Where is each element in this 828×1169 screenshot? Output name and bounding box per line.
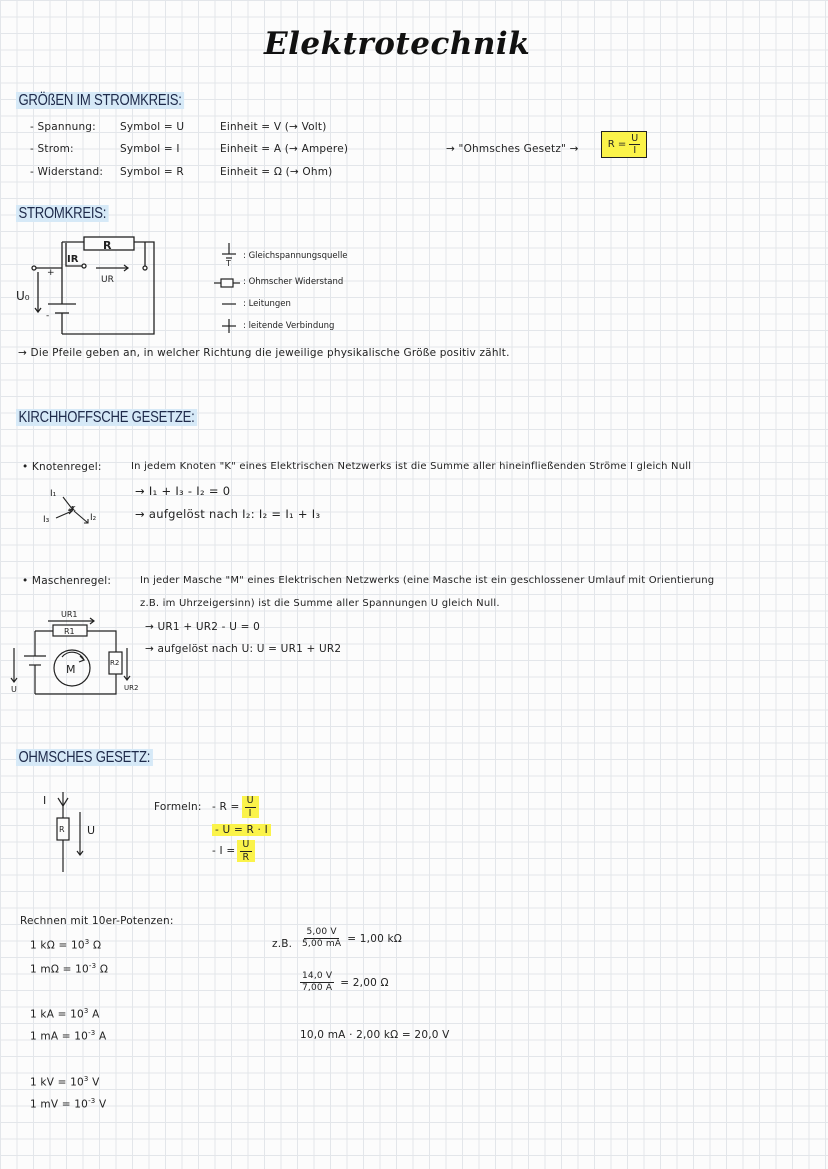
stromkreis-note: → Die Pfeile geben an, in welcher Richtung die jeweilige physikalische Größe positiv zählt. — [18, 347, 510, 359]
potenz-row: 1 $k\Omega = 10^3$ Ω — [30, 938, 102, 952]
maschenregel-text2: z.B. im Uhrzeigersinn) ist die Summe aller Spannungen U gleich Null. — [140, 598, 500, 609]
maschenregel-eq1: → UR1 + UR2 - U = 0 — [145, 621, 261, 633]
ex1-den: 5,00 mA — [302, 939, 342, 949]
masche-label-m: M — [66, 663, 76, 676]
page-title: Elektrotechnik — [264, 26, 531, 62]
svg-text:T: T — [226, 259, 231, 268]
knotenregel-eq1: → I₁ + I₃ - I₂ = 0 — [135, 484, 231, 498]
potenz-row: 1 kV = $10^3$ V — [30, 1075, 100, 1089]
formel-r — [212, 796, 259, 818]
formeln-label: Formeln: — [154, 801, 202, 813]
ohm-label-r: R — [59, 825, 65, 834]
formel-i-highlight — [237, 840, 254, 862]
row-strom-name: - Strom: — [30, 143, 74, 155]
formel-r-num: U — [246, 795, 254, 806]
legend-item-resistor: : Ohmscher Widerstand — [243, 277, 344, 287]
formel-i-pre: - I = — [212, 845, 236, 857]
masche-label-ur1: UR1 — [61, 610, 78, 619]
masche-label-r2: R2 — [110, 659, 120, 667]
maschenregel-label: • Maschenregel: — [22, 575, 112, 587]
row-strom-symbol: Symbol = I — [120, 143, 180, 155]
circuit-label-r: R — [103, 239, 112, 252]
ex1-result: = 1,00 kΩ — [347, 932, 402, 945]
potenz-row: 1 mV = $10^{-3}$ V — [30, 1097, 107, 1111]
heading-groessen: GRÖßEN IM STROMKREIS: — [16, 92, 184, 110]
row-widerstand-symbol: Symbol = R — [120, 166, 184, 178]
masche-label-u: U — [11, 685, 17, 694]
example-3: 10,0 mA · 2,00 kΩ = 20,0 V — [300, 1029, 450, 1041]
formel-u-text: - U = R · I — [212, 824, 271, 836]
row-spannung-unit: Einheit = V (→ Volt) — [220, 121, 327, 133]
knoten-label-k: K — [71, 505, 76, 513]
circuit-label-minus: - — [46, 311, 50, 321]
masche-label-r1: R1 — [64, 627, 75, 636]
legend-item-wire: : Leitungen — [243, 299, 291, 309]
example-1 — [300, 928, 402, 949]
knotenregel-label: • Knotenregel: — [22, 461, 102, 473]
circuit-label-u0: U₀ — [16, 289, 30, 303]
knoten-label-i1: I₁ — [50, 489, 57, 499]
maschenregel-eq2: → aufgelöst nach U: U = UR1 + UR2 — [145, 643, 342, 655]
legend-item-junction: : leitende Verbindung — [243, 321, 335, 331]
heading-stromkreis: STROMKREIS: — [16, 205, 109, 223]
example-2 — [300, 972, 389, 993]
row-widerstand-name: - Widerstand: — [30, 166, 104, 178]
maschenregel-text1: In jeder Masche "M" eines Elektrischen Netzwerks (eine Masche ist ein geschlossener Umlauf mit Orientierung — [140, 575, 715, 586]
knoten-label-i2: I₂ — [90, 513, 97, 523]
masche-label-ur2: UR2 — [124, 684, 139, 692]
circuit-label-plus: + — [47, 268, 55, 278]
ohm-label-u: U — [87, 824, 96, 837]
ohm-box-den: I — [633, 145, 637, 156]
formel-u — [212, 824, 271, 836]
heading-ohm: OHMSCHES GESETZ: — [16, 749, 153, 767]
ohm-box-lhs: R = — [607, 139, 627, 150]
formel-r-highlight — [242, 796, 259, 818]
heading-kirchhoff: KIRCHHOFFSCHE GESETZE: — [16, 409, 197, 427]
row-spannung-symbol: Symbol = U — [120, 121, 185, 133]
ohm-label-i: I — [43, 794, 47, 807]
formel-i-den: R — [242, 851, 250, 863]
circuit-label-ur: UR — [101, 275, 114, 285]
circuit-label-ir: IR — [67, 254, 79, 265]
knoten-label-i3: I₃ — [43, 515, 50, 525]
legend-item-source: : Gleichspannungsquelle — [243, 251, 348, 261]
knotenregel-text: In jedem Knoten "K" eines Elektrischen Netzwerks ist die Summe aller hineinfließenden Ströme I gleich Null — [131, 461, 692, 472]
zb-label: z.B. — [272, 938, 293, 950]
potenzen-heading: Rechnen mit 10er-Potenzen: — [20, 915, 174, 927]
potenz-row: 1 $m\Omega = 10^{-3}$ Ω — [30, 962, 109, 976]
formel-i — [212, 840, 255, 862]
row-widerstand-unit: Einheit = Ω (→ Ohm) — [220, 166, 333, 178]
ex2-den: 7,00 A — [302, 983, 333, 993]
row-strom-unit: Einheit = A (→ Ampere) — [220, 143, 349, 155]
ex1-num: 5,00 V — [306, 927, 337, 937]
formel-r-pre: - R = — [212, 801, 240, 813]
formel-r-den: I — [248, 807, 252, 819]
potenz-row: 1 mA = $10^{-3}$ A — [30, 1029, 107, 1043]
ex2-num: 14,0 V — [302, 971, 333, 981]
row-spannung-name: - Spannung: — [30, 121, 96, 133]
formel-i-num: U — [242, 839, 250, 850]
ohm-note: → "Ohmsches Gesetz" → — [446, 143, 579, 155]
ohm-box-num: U — [631, 132, 639, 144]
ex2-result: = 2,00 Ω — [340, 976, 389, 989]
potenz-row: 1 kA = $10^3$ A — [30, 1007, 100, 1021]
knotenregel-eq2: → aufgelöst nach I₂: I₂ = I₁ + I₃ — [135, 507, 321, 521]
